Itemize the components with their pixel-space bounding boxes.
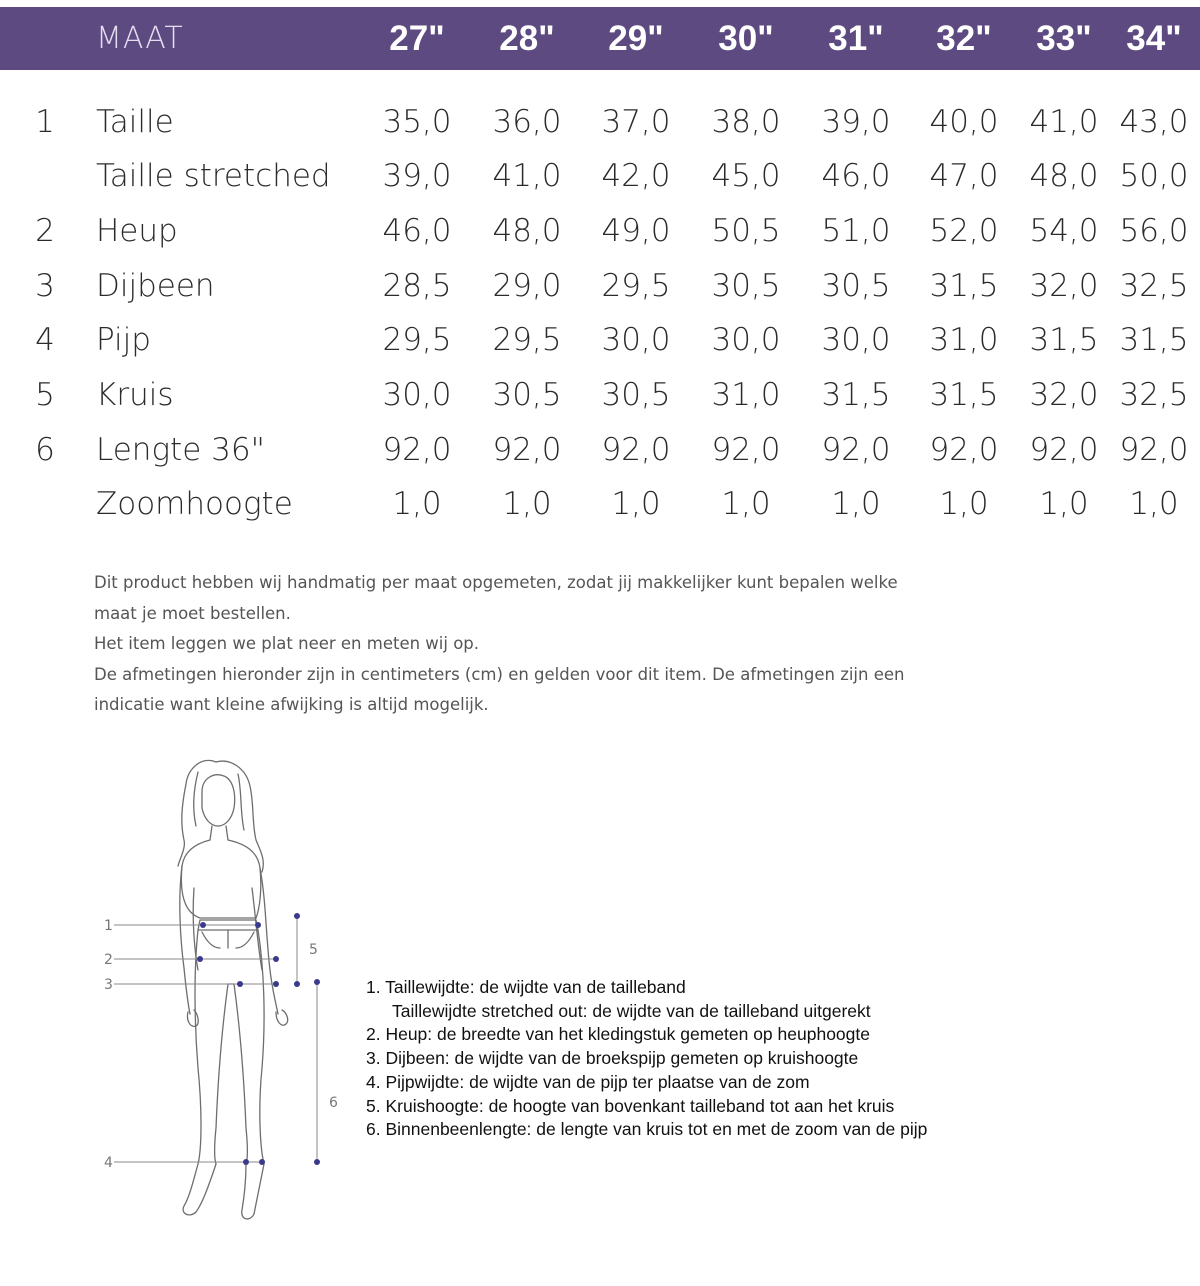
table-cell: 37,0 bbox=[601, 104, 671, 140]
row-number: 2 bbox=[35, 213, 55, 249]
intro-line: Dit product hebben wij handmatig per maat opgemeten, zodat jij makkelijker kunt bepalen welke bbox=[94, 573, 898, 592]
row-label: Zoomhoogte bbox=[96, 486, 293, 522]
table-row bbox=[0, 486, 1200, 540]
size-30-header: 30" bbox=[718, 19, 774, 58]
table-cell: 29,5 bbox=[492, 322, 562, 358]
size-32-header: 32" bbox=[936, 19, 992, 58]
row-number: 3 bbox=[35, 268, 55, 304]
size-header-label: MAAT bbox=[96, 21, 184, 56]
table-cell: 45,0 bbox=[711, 158, 781, 194]
table-cell: 30,5 bbox=[492, 377, 562, 413]
row-label: Heup bbox=[96, 213, 178, 249]
figure-label-2: 2 bbox=[104, 952, 113, 968]
size-28-header: 28" bbox=[499, 19, 555, 58]
measurement-figure bbox=[90, 748, 350, 1248]
row-label: Taille stretched bbox=[96, 158, 331, 194]
table-cell: 30,0 bbox=[821, 322, 891, 358]
table-cell: 40,0 bbox=[929, 104, 999, 140]
table-cell: 46,0 bbox=[821, 158, 891, 194]
intro-line: indicatie want kleine afwijking is altijd mogelijk. bbox=[94, 695, 489, 714]
table-row bbox=[0, 104, 1200, 158]
table-cell: 30,0 bbox=[601, 322, 671, 358]
table-row bbox=[0, 213, 1200, 267]
table-row bbox=[0, 322, 1200, 376]
table-cell: 92,0 bbox=[929, 432, 999, 468]
figure-label-4: 4 bbox=[104, 1155, 113, 1171]
table-cell: 92,0 bbox=[492, 432, 562, 468]
table-cell: 48,0 bbox=[492, 213, 562, 249]
table-cell: 1,0 bbox=[939, 486, 989, 522]
table-cell: 47,0 bbox=[929, 158, 999, 194]
table-cell: 49,0 bbox=[601, 213, 671, 249]
legend-item: 2. Heup: de breedte van het kledingstuk gemeten op heuphoogte bbox=[366, 1024, 870, 1045]
table-cell: 92,0 bbox=[1029, 432, 1099, 468]
table-cell: 32,5 bbox=[1119, 377, 1189, 413]
size-header-bar bbox=[0, 7, 1200, 70]
table-cell: 36,0 bbox=[492, 104, 562, 140]
table-cell: 31,5 bbox=[1029, 322, 1099, 358]
size-34-header: 34" bbox=[1126, 19, 1182, 58]
figure-illustration bbox=[178, 760, 288, 1219]
table-cell: 50,5 bbox=[711, 213, 781, 249]
table-cell: 30,5 bbox=[821, 268, 891, 304]
table-cell: 29,0 bbox=[492, 268, 562, 304]
table-cell: 32,5 bbox=[1119, 268, 1189, 304]
row-label: Lengte 36" bbox=[96, 432, 265, 468]
table-cell: 31,5 bbox=[929, 377, 999, 413]
table-cell: 50,0 bbox=[1119, 158, 1189, 194]
row-label: Pijp bbox=[96, 322, 151, 358]
table-cell: 30,5 bbox=[601, 377, 671, 413]
table-cell: 32,0 bbox=[1029, 268, 1099, 304]
row-label: Taille bbox=[96, 104, 174, 140]
row-number: 1 bbox=[35, 104, 55, 140]
table-cell: 38,0 bbox=[711, 104, 781, 140]
legend-item: 3. Dijbeen: de wijdte van de broekspijp gemeten op kruishoogte bbox=[366, 1048, 859, 1069]
table-cell: 48,0 bbox=[1029, 158, 1099, 194]
intro-line: De afmetingen hieronder zijn in centimeters (cm) en gelden voor dit item. De afmetingen zijn een bbox=[94, 664, 905, 684]
table-cell: 56,0 bbox=[1119, 213, 1189, 249]
legend-item: 6. Binnenbeenlengte: de lengte van kruis tot en met de zoom van de pijp bbox=[366, 1119, 928, 1140]
table-cell: 92,0 bbox=[601, 432, 671, 468]
table-cell: 41,0 bbox=[492, 158, 562, 194]
table-cell: 92,0 bbox=[711, 432, 781, 468]
table-cell: 31,5 bbox=[929, 268, 999, 304]
table-cell: 1,0 bbox=[1129, 486, 1179, 522]
table-cell: 51,0 bbox=[821, 213, 891, 249]
table-cell: 30,0 bbox=[711, 322, 781, 358]
figure-label-6: 6 bbox=[329, 1095, 338, 1111]
legend-item: Taillewijdte stretched out: de wijdte van de tailleband uitgerekt bbox=[392, 1000, 871, 1021]
table-cell: 1,0 bbox=[611, 486, 661, 522]
table-cell: 92,0 bbox=[382, 432, 452, 468]
table-row bbox=[0, 268, 1200, 322]
size-29-header: 29" bbox=[608, 19, 664, 58]
table-cell: 43,0 bbox=[1119, 104, 1189, 140]
measurement-legend bbox=[366, 976, 1146, 1142]
table-cell: 29,5 bbox=[382, 322, 452, 358]
table-cell: 39,0 bbox=[382, 158, 452, 194]
table-cell: 92,0 bbox=[821, 432, 891, 468]
row-label: Dijbeen bbox=[96, 268, 215, 304]
table-cell: 31,5 bbox=[1119, 322, 1189, 358]
table-row bbox=[0, 158, 1200, 212]
size-31-header: 31" bbox=[828, 19, 884, 58]
row-label: Kruis bbox=[96, 377, 174, 413]
table-cell: 46,0 bbox=[382, 213, 452, 249]
row-number: 6 bbox=[35, 432, 55, 468]
figure-label-3: 3 bbox=[104, 977, 113, 993]
table-row bbox=[0, 432, 1200, 486]
table-cell: 32,0 bbox=[1029, 377, 1099, 413]
legend-item: 1. Taillewijdte: de wijdte van de tailleband bbox=[366, 977, 686, 997]
table-cell: 54,0 bbox=[1029, 213, 1099, 249]
table-cell: 31,0 bbox=[929, 322, 999, 358]
intro-line: maat je moet bestellen. bbox=[94, 603, 291, 623]
table-cell: 92,0 bbox=[1119, 432, 1189, 468]
table-cell: 41,0 bbox=[1029, 104, 1099, 140]
table-cell: 29,5 bbox=[601, 268, 671, 304]
table-cell: 31,0 bbox=[711, 377, 781, 413]
table-cell: 1,0 bbox=[721, 486, 771, 522]
table-cell: 39,0 bbox=[821, 104, 891, 140]
table-cell: 52,0 bbox=[929, 213, 999, 249]
table-cell: 28,5 bbox=[382, 268, 452, 304]
legend-item: 4. Pijpwijdte: de wijdte van de pijp ter plaatse van de zom bbox=[366, 1071, 810, 1092]
table-cell: 1,0 bbox=[1039, 486, 1089, 522]
intro-line: Het item leggen we plat neer en meten wij op. bbox=[94, 634, 480, 653]
figure-label-1: 1 bbox=[104, 918, 113, 934]
table-cell: 30,5 bbox=[711, 268, 781, 304]
table-cell: 1,0 bbox=[831, 486, 881, 522]
table-cell: 35,0 bbox=[382, 104, 452, 140]
row-number: 4 bbox=[35, 322, 55, 358]
table-cell: 31,5 bbox=[821, 377, 891, 413]
table-cell: 30,0 bbox=[382, 377, 452, 413]
table-row bbox=[0, 377, 1200, 431]
size-33-header: 33" bbox=[1036, 19, 1092, 58]
table-cell: 1,0 bbox=[392, 486, 442, 522]
row-number: 5 bbox=[35, 377, 55, 413]
size-27-header: 27" bbox=[389, 19, 445, 58]
intro-text bbox=[94, 568, 914, 721]
table-cell: 42,0 bbox=[601, 158, 671, 194]
legend-item: 5. Kruishoogte: de hoogte van bovenkant tailleband tot aan het kruis bbox=[366, 1095, 895, 1116]
table-cell: 1,0 bbox=[502, 486, 552, 522]
figure-label-5: 5 bbox=[309, 942, 318, 958]
